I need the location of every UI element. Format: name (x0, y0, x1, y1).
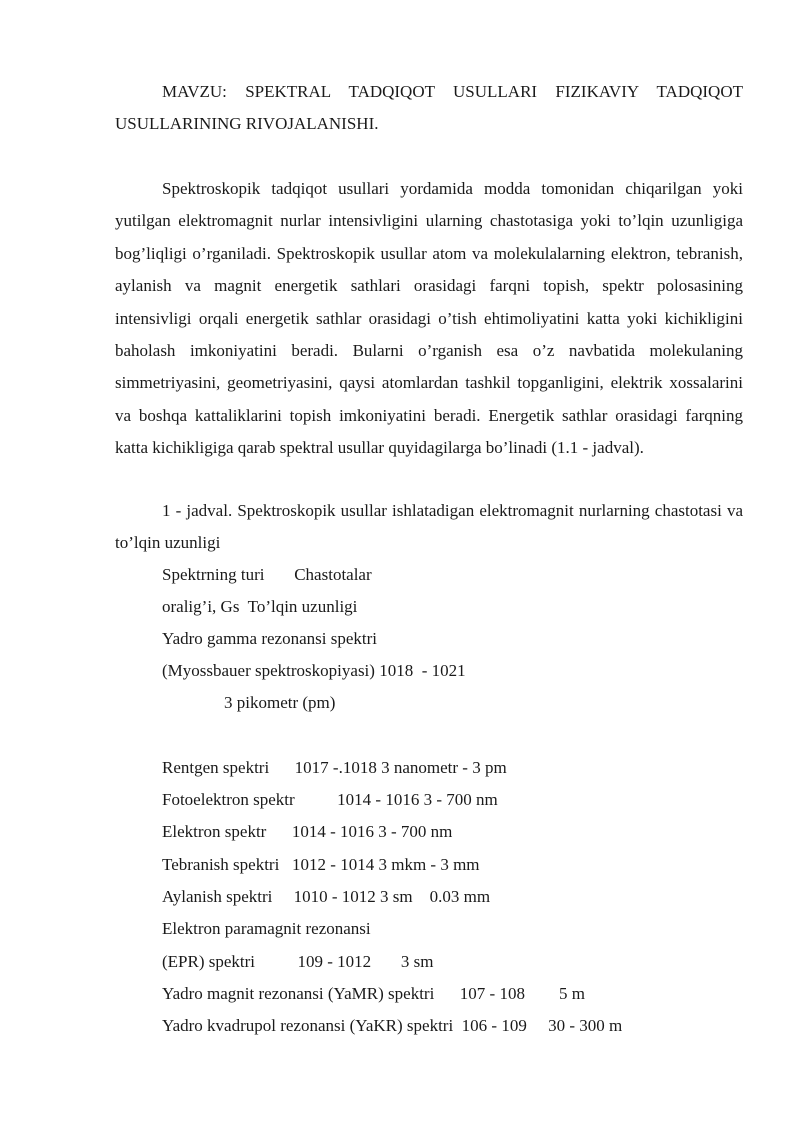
table-row-yamr: Yadro magnit rezonansi (YaMR) spektri 107 - 108 5 m (162, 984, 585, 1003)
table-row-elektron: Elektron spektr 1014 - 1016 3 - 700 nm (162, 822, 453, 841)
table-row-aylanish: Aylanish spektri 1010 - 1012 3 sm 0.03 mm (162, 887, 491, 906)
table-header-line-2: oralig’i, Gs To’lqin uzunligi (162, 597, 358, 616)
document-title: MAVZU: SPEKTRAL TADQIQOT USULLARI FIZIKAVIY TADQIQOT USULLARINING RIVOJALANISHI. (115, 82, 743, 133)
table-row-gamma-title: Yadro gamma rezonansi spektri (162, 629, 377, 648)
table-row-rentgen: Rentgen spektri 1017 -.1018 3 nanometr - 3 pm (162, 758, 507, 777)
table-header-line-1: Spektrning turi Chastotalar (162, 565, 372, 584)
table-row-epr-values: (EPR) spektri 109 - 1012 3 sm (162, 952, 434, 971)
table-row-tebranish: Tebranish spektri 1012 - 1014 3 mkm - 3 mm (162, 855, 480, 874)
body-paragraph: Spektroskopik tadqiqot usullari yordamida modda tomonidan chiqarilgan yoki yutilgan elektromagnit nurlar intensivligini ularning chastotasiga yoki to’lqin uzunligiga bog’liqligi o’rganiladi. Spektroskopik usullar atom va molekulalarning elektron, tebranish, aylanish va magnit energetik sathlari orasidagi farqni topish, spektr polosasining intensivligi orqali energetik sathlar orasidagi o’tish ehtimoliyatini katta yoki kichikligini baholash imkoniyatini beradi. Bularni o’rganish esa o’z navbatida molekulaning simmetriyasini, geometriyasini, qaysi atomlardan tashkil topganligini, elektrik xossalarini va boshqa kattaliklarini topish imkoniyatini beradi. Energetik sathlar orasidagi farqning katta kichikligiga qarab spektral usullar quyidagilarga bo’linadi (1.1 - jadval). (115, 179, 743, 458)
table-row-gamma-frequency: (Myossbauer spektroskopiyasi) 1018 - 1021 (162, 661, 466, 680)
table-row-gamma-wavelength: 3 pikometr (pm) (224, 693, 336, 712)
table-caption: 1 - jadval. Spektroskopik usullar ishlatadigan elektromagnit nurlarning chastotasi va to’lqin uzunligi (115, 501, 743, 552)
table-row-fotoelektron: Fotoelektron spektr 1014 - 1016 3 - 700 nm (162, 790, 498, 809)
table-row-yakr: Yadro kvadrupol rezonansi (YaKR) spektri 106 - 109 30 - 300 m (162, 1016, 623, 1035)
table-row-epr-title: Elektron paramagnit rezonansi (162, 919, 371, 938)
